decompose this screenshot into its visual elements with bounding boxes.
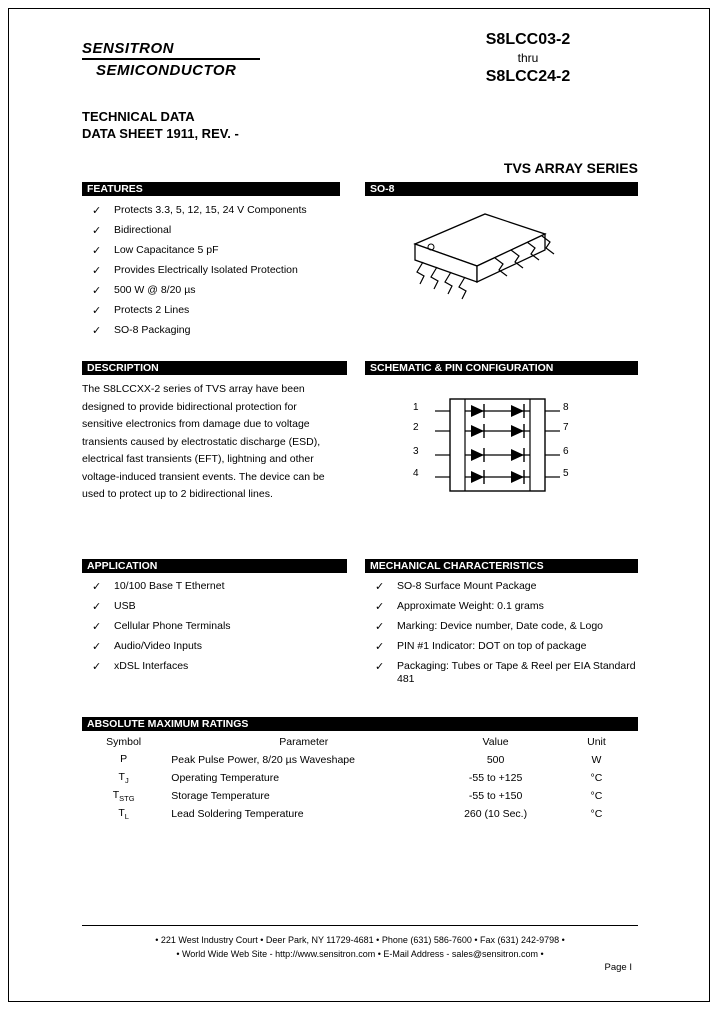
rating-value: -55 to +150 xyxy=(468,790,523,803)
column-header-value: Value xyxy=(482,736,509,748)
company-name-line2: SEMICONDUCTOR xyxy=(96,62,237,79)
check-icon: ✓ xyxy=(375,661,385,673)
check-icon: ✓ xyxy=(92,581,102,593)
list-item xyxy=(92,204,344,217)
part-number-block xyxy=(428,30,628,87)
check-icon: ✓ xyxy=(375,641,385,653)
application-text: xDSL Interfaces xyxy=(114,660,189,672)
package-svg xyxy=(365,200,625,320)
pin-label-8: 8 xyxy=(563,402,569,413)
application-header: APPLICATION xyxy=(82,559,347,573)
schematic-drawing xyxy=(365,385,635,525)
pin-label-1: 1 xyxy=(413,402,419,413)
list-item xyxy=(92,264,344,277)
mechanical-text: Approximate Weight: 0.1 grams xyxy=(397,600,544,612)
application-text: USB xyxy=(114,600,136,612)
check-icon: ✓ xyxy=(92,245,102,257)
datasheet-revision: DATA SHEET 1911, REV. - xyxy=(82,126,239,141)
rating-value: 260 (10 Sec.) xyxy=(464,808,528,821)
table-row xyxy=(82,769,638,787)
check-icon: ✓ xyxy=(92,325,102,337)
package-header: SO-8 xyxy=(365,182,638,196)
list-item xyxy=(92,660,344,673)
logo-divider xyxy=(82,58,260,60)
column-header-unit: Unit xyxy=(587,736,606,748)
company-logo xyxy=(72,40,302,79)
rating-unit: °C xyxy=(590,790,603,803)
rating-value: 500 xyxy=(486,754,505,767)
symbol-subscript: J xyxy=(124,776,129,786)
series-title: TVS ARRAY SERIES xyxy=(503,160,638,176)
symbol-base: T xyxy=(118,771,125,784)
feature-text: Low Capacitance 5 pF xyxy=(114,244,219,256)
check-icon: ✓ xyxy=(92,601,102,613)
feature-text: 500 W @ 8/20 µs xyxy=(114,284,196,296)
table-row xyxy=(82,751,638,769)
list-item xyxy=(92,600,344,613)
check-icon: ✓ xyxy=(92,641,102,653)
list-item xyxy=(92,284,344,297)
list-item xyxy=(92,580,344,593)
pin-label-7: 7 xyxy=(563,422,569,433)
so8-package-drawing xyxy=(365,200,625,320)
company-name-line1: SENSITRON xyxy=(82,40,175,57)
schematic-svg xyxy=(365,385,635,525)
schematic-header: SCHEMATIC & PIN CONFIGURATION xyxy=(365,361,638,375)
rating-symbol xyxy=(82,769,165,787)
symbol-base: P xyxy=(120,753,128,765)
footer-divider xyxy=(82,925,638,926)
list-item xyxy=(92,324,344,337)
feature-text: Protects 2 Lines xyxy=(114,304,190,316)
symbol-base: T xyxy=(112,789,120,802)
symbol-base: T xyxy=(118,807,125,820)
part-number-start: S8LCC03-2 xyxy=(485,31,571,48)
description-text: The S8LCCXX-2 series of TVS array have been designed to provide bidirectional protection for sensitive electronics from damage due to voltage transients caused by electrostatic discharge (ESD), electrical fast transients (EFT), lightning and other voltage-induced transient events. The device can be used to protect up to 2 bidirectional lines. xyxy=(82,383,325,500)
features-list xyxy=(92,204,344,344)
pin-label-3: 3 xyxy=(413,446,419,457)
part-number-end: S8LCC24-2 xyxy=(485,68,571,85)
feature-text: Protects 3.3, 5, 12, 15, 24 V Components xyxy=(114,204,307,216)
check-icon: ✓ xyxy=(92,205,102,217)
rating-unit: °C xyxy=(590,772,603,785)
list-item xyxy=(92,244,344,257)
rating-symbol xyxy=(82,787,165,805)
application-list xyxy=(92,580,344,680)
pin-label-2: 2 xyxy=(413,422,419,433)
list-item xyxy=(375,640,637,653)
mechanical-text: Packaging: Tubes or Tape & Reel per EIA Standard 481 xyxy=(397,660,636,685)
application-text: 10/100 Base T Ethernet xyxy=(114,580,225,592)
column-header-symbol: Symbol xyxy=(106,736,142,748)
mechanical-text: SO-8 Surface Mount Package xyxy=(397,580,537,592)
rating-parameter: Peak Pulse Power, 8/20 µs Waveshape xyxy=(171,754,355,767)
part-number-thru-label: thru xyxy=(517,51,539,65)
rating-parameter: Lead Soldering Temperature xyxy=(171,808,304,821)
rating-parameter: Operating Temperature xyxy=(171,772,280,785)
table-row xyxy=(82,805,638,823)
list-item xyxy=(375,620,637,633)
symbol-subscript: STG xyxy=(119,794,135,804)
symbol-subscript: L xyxy=(124,812,129,822)
application-text: Cellular Phone Terminals xyxy=(114,620,231,632)
features-header: FEATURES xyxy=(82,182,340,196)
mechanical-header: MECHANICAL CHARACTERISTICS xyxy=(365,559,638,573)
list-item xyxy=(375,660,637,686)
pin-label-5: 5 xyxy=(563,468,569,479)
application-text: Audio/Video Inputs xyxy=(114,640,202,652)
pin-label-6: 6 xyxy=(563,446,569,457)
rating-symbol xyxy=(82,751,165,769)
column-header-parameter: Parameter xyxy=(279,736,329,748)
rating-symbol xyxy=(82,805,165,823)
technical-data-title: TECHNICAL DATA xyxy=(82,109,195,124)
mechanical-text: Marking: Device number, Date code, & Logo xyxy=(397,620,604,632)
check-icon: ✓ xyxy=(375,621,385,633)
footer-web: • World Wide Web Site - http://www.sensitron.com • E-Mail Address - sales@sensitron.com • xyxy=(176,949,544,959)
check-icon: ✓ xyxy=(92,265,102,277)
ratings-table xyxy=(82,735,638,823)
rating-value: -55 to +125 xyxy=(468,772,523,785)
check-icon: ✓ xyxy=(375,581,385,593)
list-item xyxy=(92,224,344,237)
mechanical-list xyxy=(375,580,637,693)
rating-parameter: Storage Temperature xyxy=(171,790,270,803)
check-icon: ✓ xyxy=(92,661,102,673)
rating-unit: W xyxy=(591,754,602,767)
page-number: Page I xyxy=(604,962,632,973)
table-row xyxy=(82,787,638,805)
description-header: DESCRIPTION xyxy=(82,361,347,375)
feature-text: Bidirectional xyxy=(114,224,172,236)
list-item xyxy=(92,620,344,633)
ratings-header: ABSOLUTE MAXIMUM RATINGS xyxy=(82,717,638,731)
check-icon: ✓ xyxy=(92,305,102,317)
check-icon: ✓ xyxy=(375,601,385,613)
table-header-row xyxy=(82,735,638,751)
check-icon: ✓ xyxy=(92,225,102,237)
feature-text: Provides Electrically Isolated Protection xyxy=(114,264,298,276)
footer-address: • 221 West Industry Court • Deer Park, NY 11729-4681 • Phone (631) 586-7600 • Fax (631) 242-9798 • xyxy=(155,935,565,945)
feature-text: SO-8 Packaging xyxy=(114,324,191,336)
list-item xyxy=(375,600,637,613)
mechanical-text: PIN #1 Indicator: DOT on top of package xyxy=(397,640,587,652)
check-icon: ✓ xyxy=(92,285,102,297)
rating-unit: °C xyxy=(590,808,603,821)
check-icon: ✓ xyxy=(92,621,102,633)
pin-label-4: 4 xyxy=(413,468,419,479)
list-item xyxy=(92,640,344,653)
list-item xyxy=(375,580,637,593)
list-item xyxy=(92,304,344,317)
